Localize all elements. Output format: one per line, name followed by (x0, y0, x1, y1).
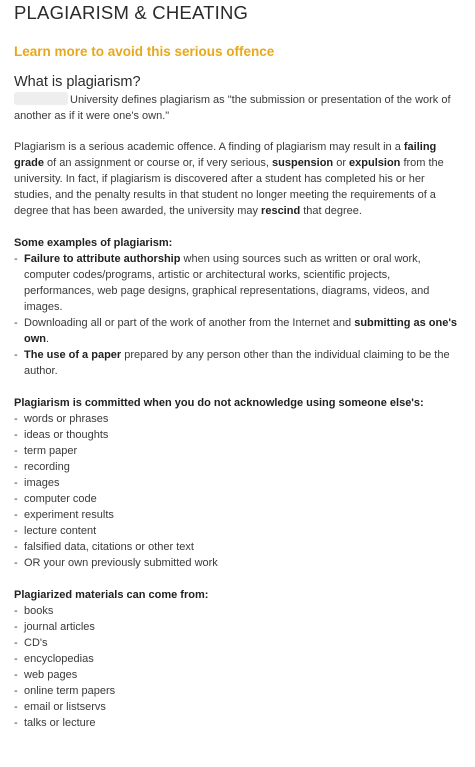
offence-text-1: Plagiarism is a serious academic offence. A finding of plagiarism may result in a (14, 141, 404, 153)
offence-bold-failing-grade: failing grade (14, 141, 437, 169)
list-item: - words or phrases (14, 411, 460, 427)
list-item: - experiment results (14, 507, 460, 523)
list-item: - ideas or thoughts (14, 427, 460, 443)
list-item: - lecture content (14, 523, 460, 539)
materials-list (14, 603, 460, 731)
example-2-bold: submitting as one's own (24, 317, 458, 345)
list-item: - journal articles (14, 619, 460, 635)
list-item (14, 315, 460, 347)
list-item: - term paper (14, 443, 460, 459)
redacted-university-name (14, 92, 68, 105)
offence-bold-expulsion: expulsion (349, 157, 401, 169)
example-3-bold: The use of a paper (24, 349, 122, 361)
list-item: - computer code (14, 491, 460, 507)
list-item (14, 251, 460, 315)
offence-text-2: of an assignment or course or, if very serious, (43, 157, 273, 169)
list-item: - CD's (14, 635, 460, 651)
list-item: - encyclopedias (14, 651, 460, 667)
list-item: - OR your own previously submitted work (14, 555, 460, 571)
example-3-text: prepared by any person other than the individual claiming to be the author. (24, 349, 450, 377)
list-item: - falsified data, citations or other text (14, 539, 460, 555)
definition-text: University defines plagiarism as "the submission or presentation of the work of another as if it were one's own." (14, 94, 451, 122)
example-1-text: when using sources such as written or oral work, computer codes/programs, artistic or architectural works, scientific projects, performances, web page designs, graphical representations, diagrams, videos, and images. (24, 253, 430, 313)
learn-more-link[interactable]: Learn more to avoid this serious offence (14, 44, 275, 59)
list-item (14, 347, 460, 379)
examples-list (14, 251, 460, 379)
offence-paragraph (14, 139, 460, 219)
offence-text-5: that degree. (300, 205, 362, 217)
example-1-bold: Failure to attribute authorship (24, 253, 181, 265)
examples-title: Some examples of plagiarism: (14, 237, 173, 249)
list-item: - web pages (14, 667, 460, 683)
committed-list (14, 411, 460, 571)
committed-title: Plagiarism is committed when you do not acknowledge using someone else's: (14, 397, 424, 409)
list-item: - recording (14, 459, 460, 475)
offence-text-4: from the university. In fact, if plagiarism is discovered after a student has completed his or her studies, and the penalty results in that student no longer meeting the requirements of a degree that has been awarded, the university may (14, 157, 444, 217)
page-title: PLAGIARISM & CHEATING (14, 2, 249, 23)
definition-paragraph (14, 92, 460, 124)
materials-title: Plagiarized materials can come from: (14, 589, 209, 601)
list-item: - books (14, 603, 460, 619)
list-item: - images (14, 475, 460, 491)
offence-text-3: or (333, 157, 350, 169)
example-2-text: Downloading all or part of the work of another from the Internet and (24, 317, 355, 329)
list-item: - email or listservs (14, 699, 460, 715)
content-page (14, 0, 460, 731)
list-item: - talks or lecture (14, 715, 460, 731)
section-heading-what-is: What is plagiarism? (14, 74, 141, 90)
offence-bold-suspension: suspension (272, 157, 334, 169)
offence-bold-rescind: rescind (261, 205, 301, 217)
list-item: - online term papers (14, 683, 460, 699)
example-2-end: . (46, 333, 50, 345)
